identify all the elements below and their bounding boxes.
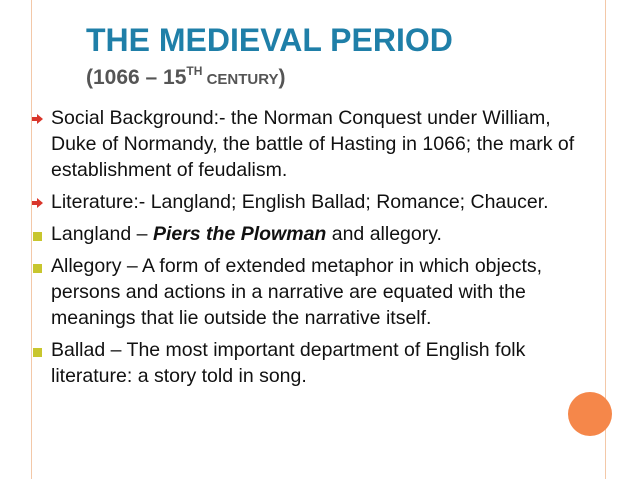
red-arrow-icon	[32, 198, 43, 208]
slide-title: THE MEDIEVAL PERIOD	[86, 22, 453, 58]
bullet-item-literature	[30, 189, 590, 215]
bullet-text-emphasis: Piers the Plowman	[152, 223, 327, 245]
subtitle-small-caps: CENTURY	[202, 71, 279, 88]
slide-subtitle	[86, 64, 286, 90]
bullet-text: Social Background:- the Norman Conquest under William, Duke of Normandy, the battle of Hasting in 1066; the mark of establishment of feudalism.	[51, 107, 575, 181]
subtitle-close: )	[278, 66, 286, 89]
bullet-list	[30, 105, 590, 395]
subtitle-open: (1066 – 15	[86, 66, 187, 89]
orange-circle-decoration	[568, 392, 612, 436]
red-arrow-icon	[32, 114, 43, 124]
square-bullet-icon	[33, 348, 42, 357]
bullet-text: Literature:- Langland; English Ballad; Romance; Chaucer.	[51, 191, 549, 213]
bullet-text-pre: Langland –	[51, 223, 153, 245]
bullet-item-allegory	[30, 253, 590, 331]
subtitle-superscript: TH	[186, 64, 203, 78]
square-bullet-icon	[33, 264, 42, 273]
square-bullet-icon	[33, 232, 42, 241]
left-frame-border	[0, 0, 32, 479]
bullet-text: Ballad – The most important department of English folk literature: a story told in song.	[51, 339, 526, 387]
bullet-text-post: and allegory.	[326, 223, 442, 245]
bullet-item-social-background	[30, 105, 590, 183]
bullet-item-langland	[30, 221, 590, 247]
bullet-item-ballad	[30, 337, 590, 389]
bullet-text: Allegory – A form of extended metaphor in which objects, persons and actions in a narrative are equated with the meanings that lie outside the narrative itself.	[51, 255, 543, 329]
